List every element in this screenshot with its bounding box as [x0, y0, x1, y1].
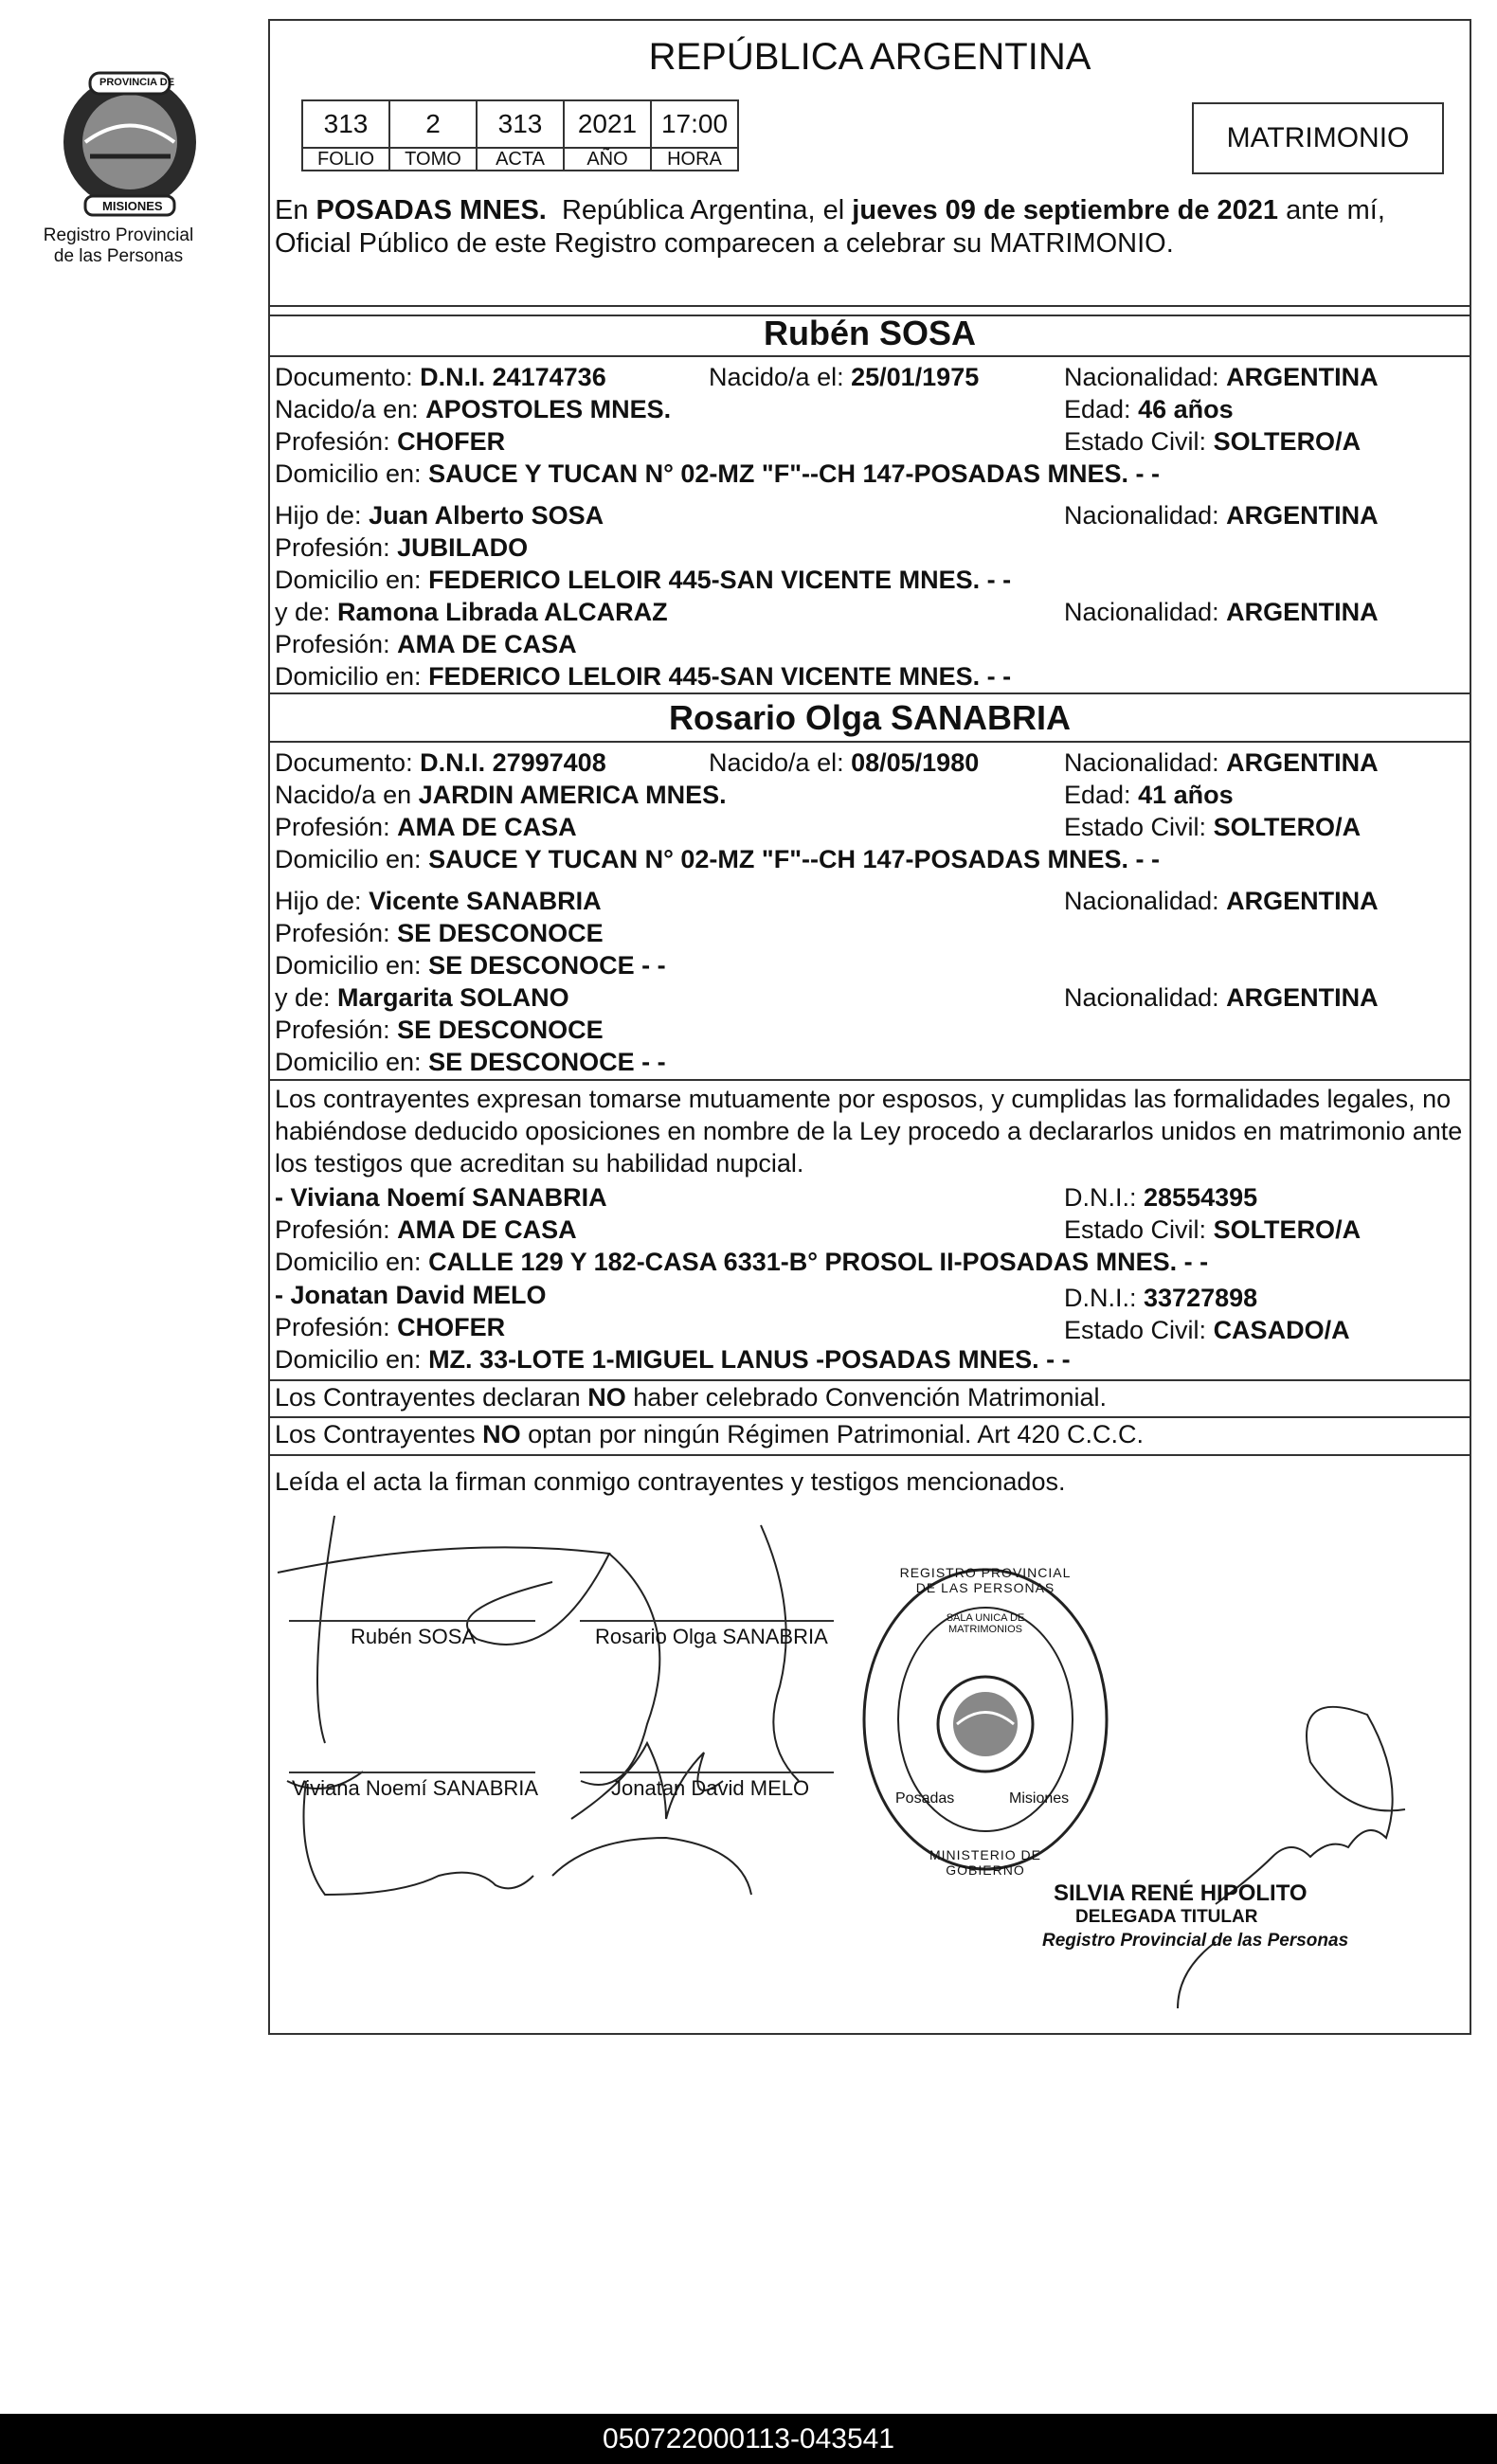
witness-2-dni [1064, 1282, 1257, 1314]
bride-father-nationality [1064, 885, 1379, 917]
groom-age [1064, 393, 1234, 425]
label: Domicilio en: [275, 845, 429, 873]
label: Documento: [275, 748, 421, 777]
acta-label: ACTA [496, 149, 545, 170]
bride-age [1064, 779, 1234, 811]
bride-address [275, 843, 1160, 875]
witness-1-civil-status [1064, 1214, 1361, 1246]
convention-statement [275, 1381, 1107, 1413]
value: FEDERICO LELOIR 445-SAN VICENTE MNES. - - [428, 662, 1012, 691]
label: Nacionalidad: [1064, 501, 1227, 530]
bride-father [275, 885, 602, 917]
label: Estado Civil: [1064, 813, 1214, 841]
value: 41 años [1138, 781, 1234, 809]
witness-2-address [275, 1343, 1071, 1376]
intro-text-a: En [275, 195, 316, 225]
value: 46 años [1138, 395, 1234, 423]
groom-father-profession [275, 531, 528, 564]
intro-text-b: República Argentina, el [546, 195, 853, 225]
label: Profesión: [275, 427, 398, 456]
groom-born [709, 361, 979, 393]
signature-line-witness-1 [289, 1772, 535, 1773]
label: Edad: [1064, 781, 1139, 809]
divider [268, 1079, 1471, 1081]
doc-type-box [1192, 102, 1444, 174]
divider [268, 741, 1471, 743]
witness-1-address [275, 1246, 1208, 1278]
label: Nacido/a el: [709, 363, 852, 391]
witness-1-dni [1064, 1181, 1257, 1214]
intro-line-2: Oficial Público de este Registro comparecen a celebrar su MATRIMONIO. [275, 228, 1174, 259]
folio-box [301, 99, 390, 171]
value: SE DESCONOCE [397, 919, 604, 947]
label: Profesión: [275, 630, 398, 658]
divider [268, 1454, 1471, 1456]
value: SE DESCONOCE - - [428, 951, 666, 980]
intro-text-c: ante mí, [1278, 195, 1385, 225]
tomo-label: TOMO [405, 149, 461, 170]
label: D.N.I.: [1064, 1183, 1145, 1212]
label: Estado Civil: [1064, 1316, 1214, 1344]
stamp-inner-text: SALA UNICA DE MATRIMONIOS [946, 1612, 1025, 1635]
value: Ramona Librada ALCARAZ [337, 598, 668, 626]
signature-line-witness-2 [580, 1772, 834, 1773]
acta-value: 313 [478, 101, 563, 149]
witness-2-civil-status [1064, 1314, 1350, 1346]
emphasis: NO [482, 1420, 521, 1448]
groom-father-nationality [1064, 499, 1379, 531]
label: y de: [275, 983, 338, 1012]
stamp-city: Posadas [895, 1790, 955, 1807]
value: AMA DE CASA [397, 813, 577, 841]
official-stamp [857, 1563, 1113, 1876]
bride-father-address [275, 949, 666, 981]
bride-father-profession [275, 917, 604, 949]
value: ARGENTINA [1226, 748, 1379, 777]
value: ARGENTINA [1226, 887, 1379, 915]
label: Domicilio en: [275, 1048, 429, 1076]
officer-role: DELEGADA TITULAR [1075, 1907, 1258, 1927]
hour-box [650, 99, 739, 171]
divider [268, 692, 1471, 694]
groom-doc [275, 361, 606, 393]
value: - Viviana Noemí SANABRIA [275, 1183, 607, 1212]
label: Hijo de: [275, 501, 370, 530]
witness-2-profession [275, 1311, 505, 1343]
intro-place: POSADAS MNES. [316, 195, 547, 225]
value: JUBILADO [397, 533, 529, 562]
text: Los Contrayentes declaran [275, 1383, 588, 1412]
groom-address [275, 458, 1160, 490]
label: Nacionalidad: [1064, 598, 1227, 626]
label: Domicilio en: [275, 459, 429, 488]
label: Nacido/a en: [275, 395, 426, 423]
closing-statement: Leída el acta la firman conmigo contrayentes y testigos mencionados. [275, 1467, 1066, 1496]
value: CALLE 129 Y 182-CASA 6331-B° PROSOL II-POSADAS MNES. - - [428, 1248, 1209, 1276]
page-title: REPÚBLICA ARGENTINA [648, 36, 1091, 78]
groom-mother-address [275, 660, 1011, 692]
label: Profesión: [275, 919, 398, 947]
seal-bottom-text: MISIONES [102, 199, 163, 213]
value: CASADO/A [1213, 1316, 1350, 1344]
label: Profesión: [275, 813, 398, 841]
declaration-line-3: los testigos que acreditan su habilidad nupcial. [275, 1149, 804, 1178]
value: FEDERICO LELOIR 445-SAN VICENTE MNES. - - [428, 566, 1012, 594]
label: Domicilio en: [275, 566, 429, 594]
value: 33727898 [1144, 1284, 1258, 1312]
year-label: AÑO [586, 149, 628, 170]
value: 25/01/1975 [851, 363, 980, 391]
bride-birthplace [275, 779, 727, 811]
label: Nacido/a el: [709, 748, 852, 777]
value: SOLTERO/A [1213, 1215, 1362, 1244]
hour-value: 17:00 [652, 101, 737, 149]
label: Nacionalidad: [1064, 363, 1227, 391]
text: haber celebrado Convención Matrimonial. [625, 1383, 1107, 1412]
intro-line-1 [275, 194, 1385, 226]
bride-profession [275, 811, 577, 843]
label: y de: [275, 598, 338, 626]
value: SE DESCONOCE [397, 1016, 604, 1044]
value: ARGENTINA [1226, 983, 1379, 1012]
value: APOSTOLES MNES. [425, 395, 672, 423]
year-box [563, 99, 652, 171]
value: CHOFER [397, 427, 506, 456]
witness-1-profession [275, 1214, 577, 1246]
value: D.N.I. 27997408 [420, 748, 606, 777]
divider [268, 305, 1471, 307]
label: Profesión: [275, 1215, 398, 1244]
document-code: 050722000113-043541 [602, 2423, 895, 2455]
bride-mother-nationality [1064, 981, 1379, 1014]
folio-label: FOLIO [316, 149, 374, 170]
label: Nacionalidad: [1064, 748, 1227, 777]
label: Profesión: [275, 1016, 398, 1044]
acta-box [476, 99, 565, 171]
groom-mother-nationality [1064, 596, 1379, 628]
value: SAUCE Y TUCAN N° 02-MZ "F"--CH 147-POSADAS MNES. - - [428, 459, 1161, 488]
label: Domicilio en: [275, 1345, 429, 1374]
hour-label: HORA [667, 149, 722, 170]
text: optan por ningún Régimen Patrimonial. Art 420 C.C.C. [520, 1420, 1144, 1448]
label: Edad: [1064, 395, 1139, 423]
value: 28554395 [1144, 1183, 1258, 1212]
groom-mother-profession [275, 628, 577, 660]
value: Juan Alberto SOSA [369, 501, 604, 530]
text: Los Contrayentes [275, 1420, 483, 1448]
bride-nationality [1064, 746, 1379, 779]
tomo-value: 2 [390, 101, 476, 149]
label: Estado Civil: [1064, 427, 1214, 456]
document-code-bar [0, 2414, 1497, 2464]
bride-mother-profession [275, 1014, 604, 1046]
bride-civil-status [1064, 811, 1361, 843]
signature-name-bride: Rosario Olga SANABRIA [595, 1625, 828, 1648]
label: Estado Civil: [1064, 1215, 1214, 1244]
value: D.N.I. 24174736 [420, 363, 606, 391]
bride-mother-address [275, 1046, 666, 1078]
value: Margarita SOLANO [337, 983, 569, 1012]
groom-mother [275, 596, 668, 628]
stamp-outer-text: REGISTRO PROVINCIAL DE LAS PERSONAS [899, 1565, 1072, 1595]
label: Profesión: [275, 533, 398, 562]
label: Nacionalidad: [1064, 887, 1227, 915]
doc-type-label: MATRIMONIO [1226, 122, 1410, 153]
groom-civil-status [1064, 425, 1361, 458]
registry-caption-2: de las Personas [53, 246, 184, 266]
value: ARGENTINA [1226, 363, 1379, 391]
year-value: 2021 [565, 101, 650, 149]
signature-name-groom: Rubén SOSA [351, 1625, 477, 1648]
groom-name: Rubén SOSA [763, 314, 976, 352]
value: AMA DE CASA [397, 1215, 577, 1244]
label: D.N.I.: [1064, 1284, 1145, 1312]
label: Documento: [275, 363, 421, 391]
stamp-province: Misiones [1009, 1790, 1070, 1807]
value: CHOFER [397, 1313, 506, 1341]
label: Hijo de: [275, 887, 370, 915]
value: SE DESCONOCE - - [428, 1048, 666, 1076]
value: SAUCE Y TUCAN N° 02-MZ "F"--CH 147-POSADAS MNES. - - [428, 845, 1161, 873]
value: Vicente SANABRIA [369, 887, 602, 915]
value: SOLTERO/A [1213, 427, 1362, 456]
bride-doc [275, 746, 606, 779]
stamp-bottom-text: MINISTERIO DE GOBIERNO [929, 1847, 1041, 1878]
value: AMA DE CASA [397, 630, 577, 658]
divider [268, 355, 1471, 357]
value: ARGENTINA [1226, 598, 1379, 626]
folio-value: 313 [303, 101, 388, 149]
registry-caption-1: Registro Provincial [43, 225, 194, 245]
groom-profession [275, 425, 505, 458]
label: Nacionalidad: [1064, 983, 1227, 1012]
bride-mother [275, 981, 569, 1014]
officer-name: SILVIA RENÉ HIPOLITO [1054, 1880, 1308, 1906]
bride-born [709, 746, 979, 779]
value: ARGENTINA [1226, 501, 1379, 530]
officer-office: Registro Provincial de las Personas [1042, 1931, 1349, 1951]
value: 08/05/1980 [851, 748, 980, 777]
registry-logo [47, 52, 213, 223]
label: Domicilio en: [275, 1248, 429, 1276]
value: MZ. 33-LOTE 1-MIGUEL LANUS -POSADAS MNES. - - [428, 1345, 1071, 1374]
groom-father-address [275, 564, 1011, 596]
signature-name-witness-1: Viviana Noemí SANABRIA [292, 1776, 539, 1800]
groom-birthplace [275, 393, 671, 425]
value: SOLTERO/A [1213, 813, 1362, 841]
groom-father [275, 499, 604, 531]
tomo-box [388, 99, 478, 171]
seal-top-text: PROVINCIA DE [99, 77, 175, 88]
value: JARDIN AMERICA MNES. [418, 781, 727, 809]
declaration-line-1: Los contrayentes expresan tomarse mutuamente por esposos, y cumplidas las formalidades legales, no [275, 1085, 1452, 1113]
label: Profesión: [275, 1313, 398, 1341]
patrimonial-regime-statement [275, 1418, 1144, 1450]
label: Nacido/a en [275, 781, 419, 809]
signature-line-groom [289, 1620, 535, 1622]
witness-1-name [275, 1181, 607, 1214]
stamp-icon [857, 1563, 1113, 1876]
groom-nationality [1064, 361, 1379, 393]
label: Domicilio en: [275, 951, 429, 980]
intro-date: jueves 09 de septiembre de 2021 [852, 195, 1279, 225]
signature-line-bride [580, 1620, 834, 1622]
label: Domicilio en: [275, 662, 429, 691]
signature-name-witness-2: Jonatan David MELO [611, 1776, 810, 1800]
declaration-line-2: habiéndose deducido oposiciones en nombre de la Ley procedo a declararlos unidos en matrimonio ante [275, 1117, 1463, 1145]
emphasis: NO [587, 1383, 626, 1412]
value: - Jonatan David MELO [275, 1281, 547, 1309]
bride-name: Rosario Olga SANABRIA [668, 698, 1072, 737]
witness-2-name [275, 1279, 547, 1311]
